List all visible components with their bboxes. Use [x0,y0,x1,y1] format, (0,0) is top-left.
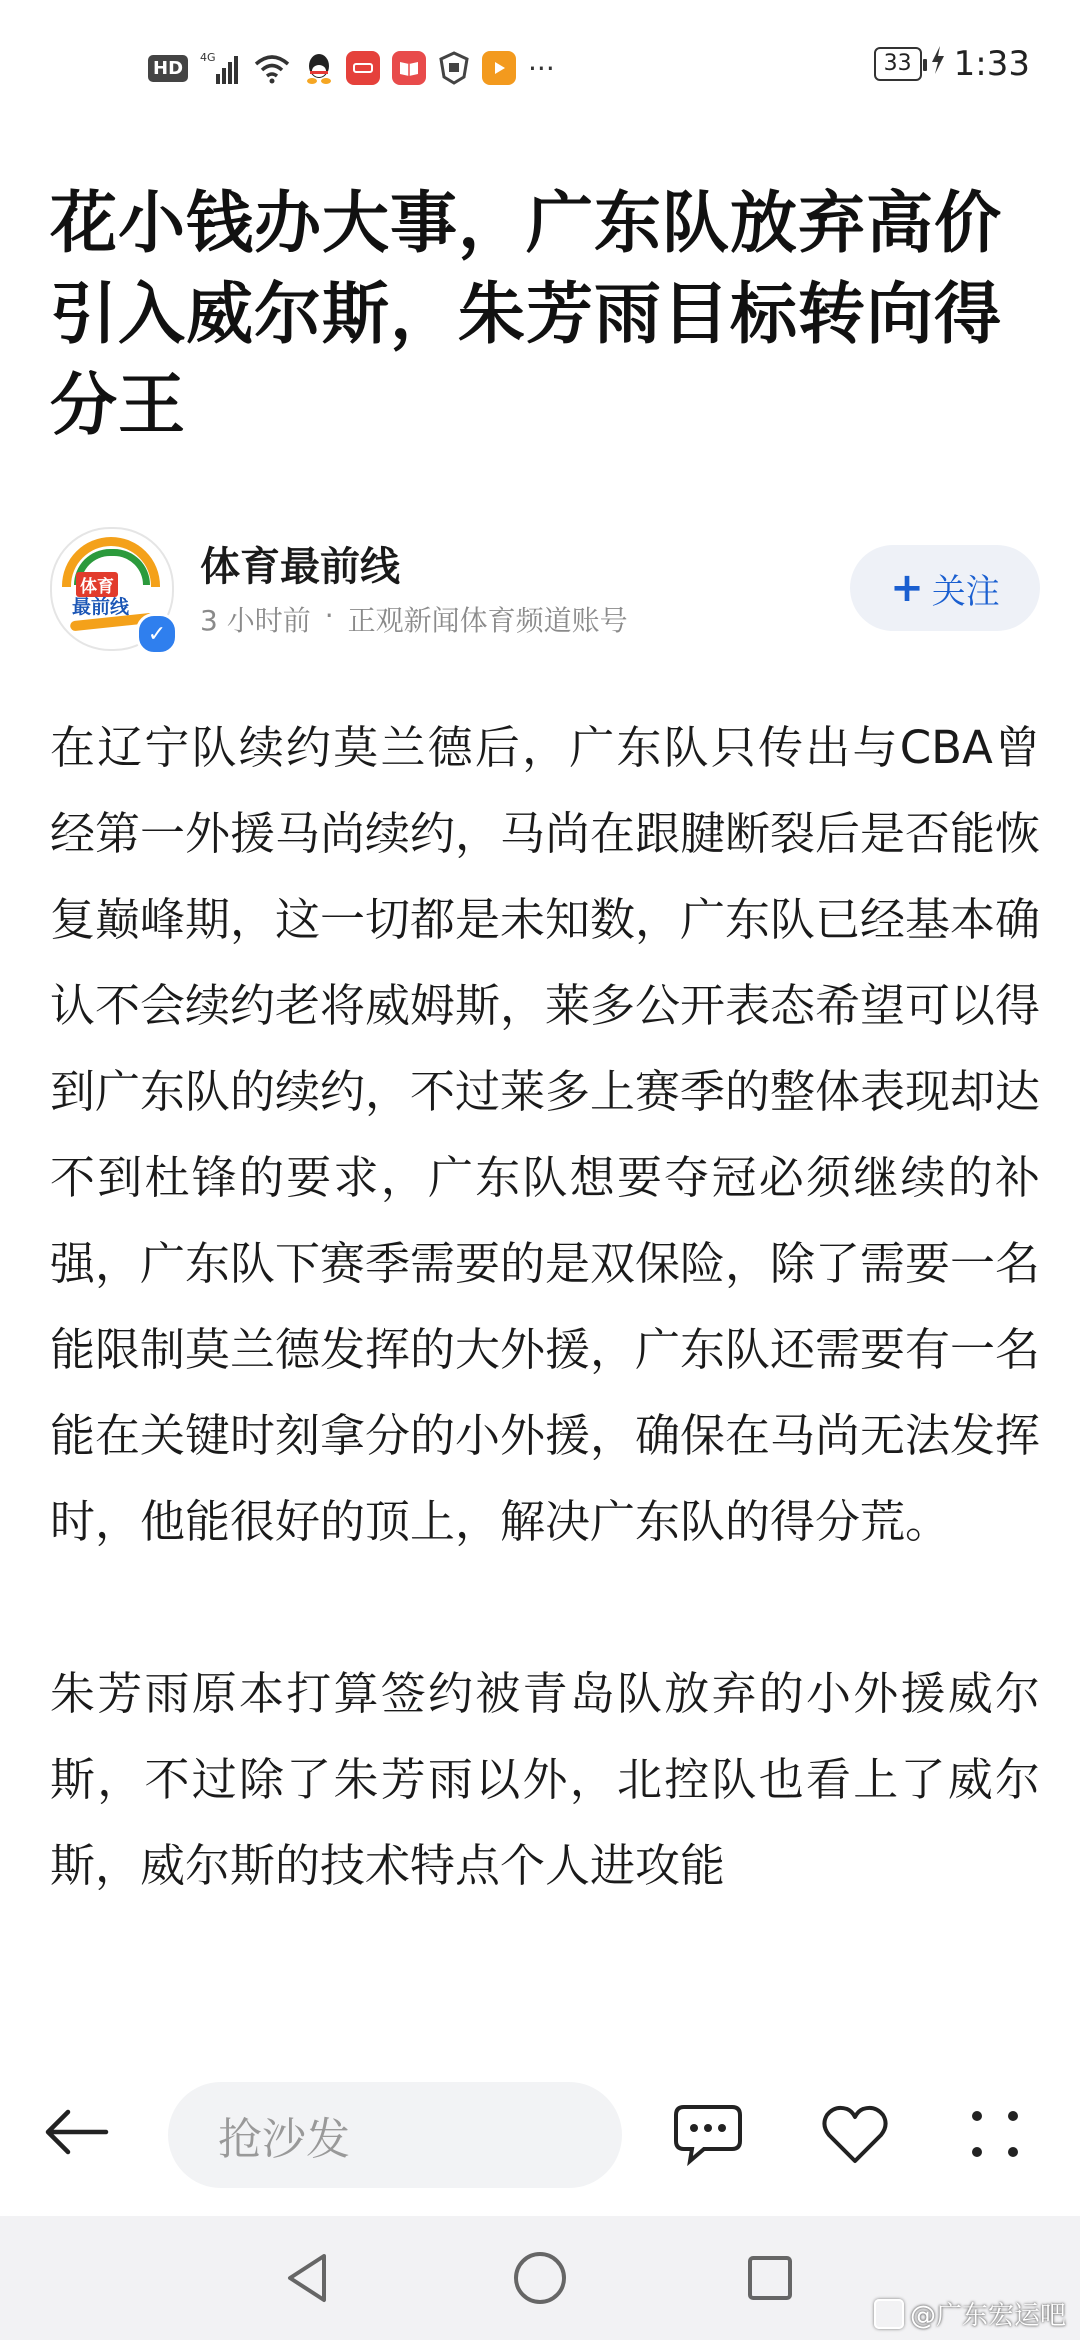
more-notifications-indicator: ··· [528,51,555,85]
meta-separator: · [324,599,334,632]
watermark [874,2295,1066,2332]
battery-icon: 33 [874,47,922,81]
clock-time: 1:33 [953,44,1030,84]
verified-badge-icon: ✓ [136,613,178,655]
nav-recents-icon[interactable] [738,2246,802,2310]
status-icons-right [874,44,1030,84]
watermark-text: @广东宏运吧 [909,2301,1066,2331]
charging-icon [930,44,946,84]
network-type-label: 4G [200,51,216,64]
follow-label: 关注 [931,571,1000,612]
publish-time: 3 小时前 [200,604,311,637]
status-icons-left [148,46,555,90]
more-icon[interactable] [955,2094,1035,2174]
shield-app-icon [438,51,470,85]
video-app-icon [482,51,516,85]
comment-icon[interactable] [668,2094,748,2174]
follow-button[interactable] [850,545,1040,631]
watermark-logo-icon [874,2299,904,2329]
nav-back-icon[interactable] [276,2246,340,2310]
article-paragraph: 朱芳雨原本打算签约被青岛队放弃的小外援威尔斯，不过除了朱芳雨以外，北控队也看上了威尔斯，威尔斯的技术特点个人进攻能 [50,1667,1040,1892]
plus-icon: + [890,565,924,611]
author-row [50,525,1040,655]
book-app-icon [392,51,426,85]
comment-input[interactable]: 抢沙发 [168,2082,622,2188]
back-arrow-icon[interactable] [42,2102,122,2166]
qq-icon [304,51,334,85]
status-bar [0,0,1080,135]
system-nav-bar [0,2216,1080,2340]
wifi-icon [252,52,292,84]
article-body [50,705,1040,1995]
signal-icon [200,50,240,86]
bottom-action-bar [0,2048,1080,2216]
huawei-app-icon [346,51,380,85]
article-paragraph: 在辽宁队续约莫兰德后，广东队只传出与CBA曾经第一外援马尚续约，马尚在跟腱断裂后是否能恢复巅峰期，这一切都是未知数，广东队已经基本确认不会续约老将威姆斯，莱多公开表态希望可以得到广东队的续约，不过莱多上赛季的整体表现却达不到杜锋的要求，广东队想要夺冠必须继续的补强，广东队下赛季需要的是双保险，除了需要一名能限制莫兰德发挥的大外援，广东队还需要有一名能在关键时刻拿分的小外援，确保在马尚无法发挥时，他能很好的顶上，解决广东队的得分荒。 [50,721,1041,1548]
avatar-logo-top-text: 体育 [76,572,118,597]
avatar-logo-text: 最前线 [72,596,130,618]
author-meta [200,599,628,639]
nav-home-icon[interactable] [508,2246,572,2310]
article-title: 花小钱办大事，广东队放弃高价引入威尔斯，朱芳雨目标转向得分王 [50,184,1002,444]
like-heart-icon[interactable] [815,2094,895,2174]
author-name[interactable]: 体育最前线 [200,544,400,590]
hd-icon: HD [148,55,188,82]
account-description: 正观新闻体育频道账号 [347,604,628,637]
